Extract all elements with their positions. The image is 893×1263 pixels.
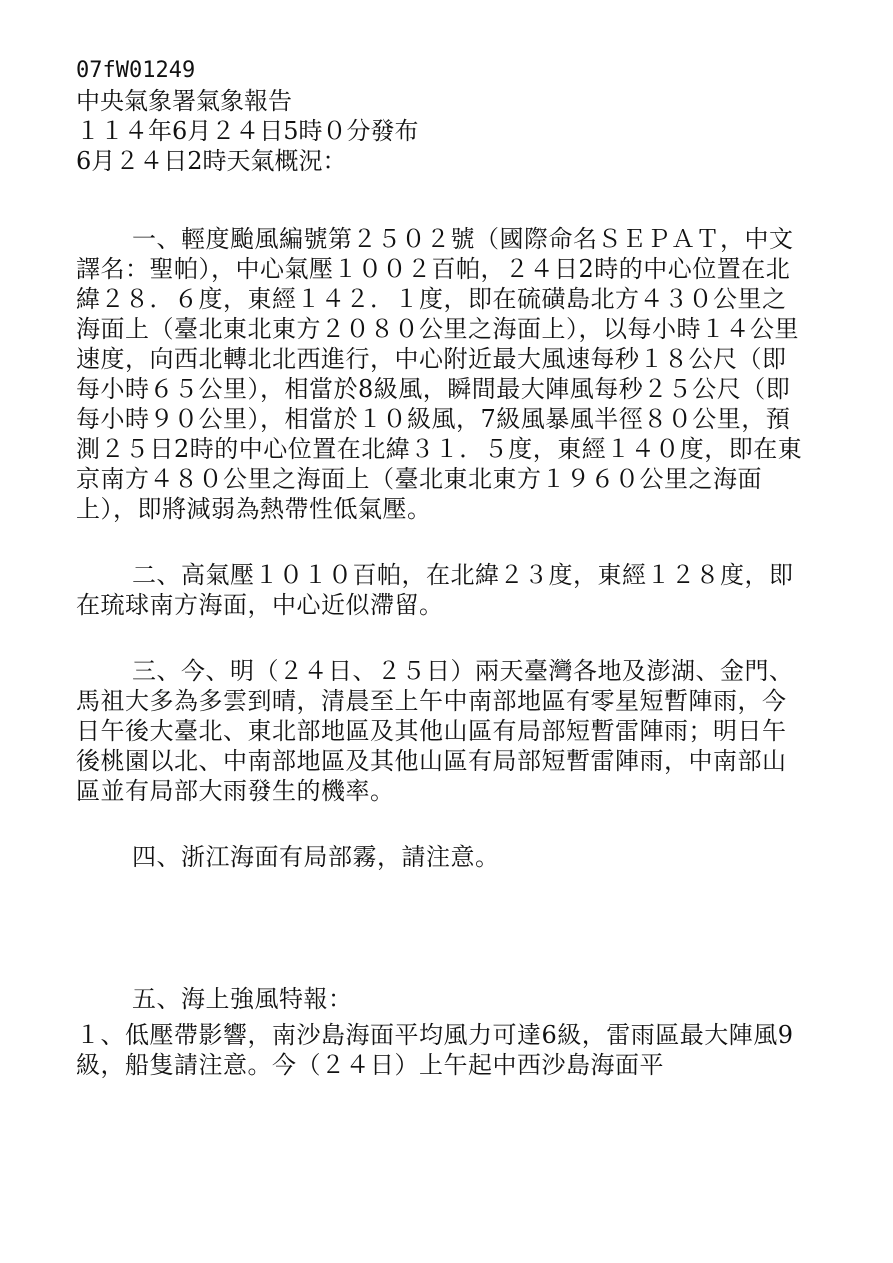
spacer [76, 806, 808, 836]
weather-report-document [76, 56, 808, 1080]
overview-heading: 6月２４日2時天氣概況： [76, 147, 347, 175]
spacer [76, 620, 808, 650]
section-marine-warning-title: 五、海上強風特報： [132, 985, 353, 1013]
section-high-pressure: 二、高氣壓１０１０百帕，在北緯２３度，東經１２８度，即在琉球南方海面，中心近似滯留。 [76, 561, 794, 619]
marine-warning-item-1: １、低壓帶影響，南沙島海面平均風力可達6級，雷雨區最大陣風9級，船隻請注意。今（２４日）上午起中西沙島海面平 [76, 1021, 794, 1079]
section-fog-warning: 四、浙江海面有局部霧，請注意。 [132, 843, 500, 871]
section-typhoon: 一、輕度颱風編號第２５０２號（國際命名ＳＥＰＡＴ，中文譯名：聖帕），中心氣壓１００２百帕，２４日2時的中心位置在北緯２８．６度，東經１４２．１度，即在硫磺島北方４３０公里之海面上（臺北東北東方２０８０公里之海面上），以每小時１４公里速度，向西北轉北北西進行，中心附近最大風速每秒１８公尺（即每小時６５公里），相當於8級風，瞬間最大陣風每秒２５公尺（即每小時９０公里），相當於１０級風，7級風暴風半徑８０公里，預測２５日2時的中心位置在北緯３１．５度，東經１４０度，即在東京南方４８０公里之海面上（臺北東北東方１９６０公里之海面上），即將減弱為熱帶性低氣壓。 [76, 225, 803, 523]
document-id: 07fW01249 [76, 58, 196, 83]
section-forecast: 三、今、明（２４日、２５日）兩天臺灣各地及澎湖、金門、馬祖大多為多雲到晴，清晨至上午中南部地區有零星短暫陣雨，今日午後大臺北、東北部地區及其他山區有局部短暫雷陣雨；明日午後桃園以北、中南部地區及其他山區有局部短暫雷陣雨，中南部山區並有局部大雨發生的機率。 [76, 657, 794, 805]
spacer [76, 872, 808, 978]
agency-title: 中央氣象署氣象報告 [76, 87, 292, 115]
issue-datetime: １１４年6月２４日5時０分發布 [76, 117, 419, 145]
spacer [76, 524, 808, 554]
spacer [76, 176, 808, 206]
